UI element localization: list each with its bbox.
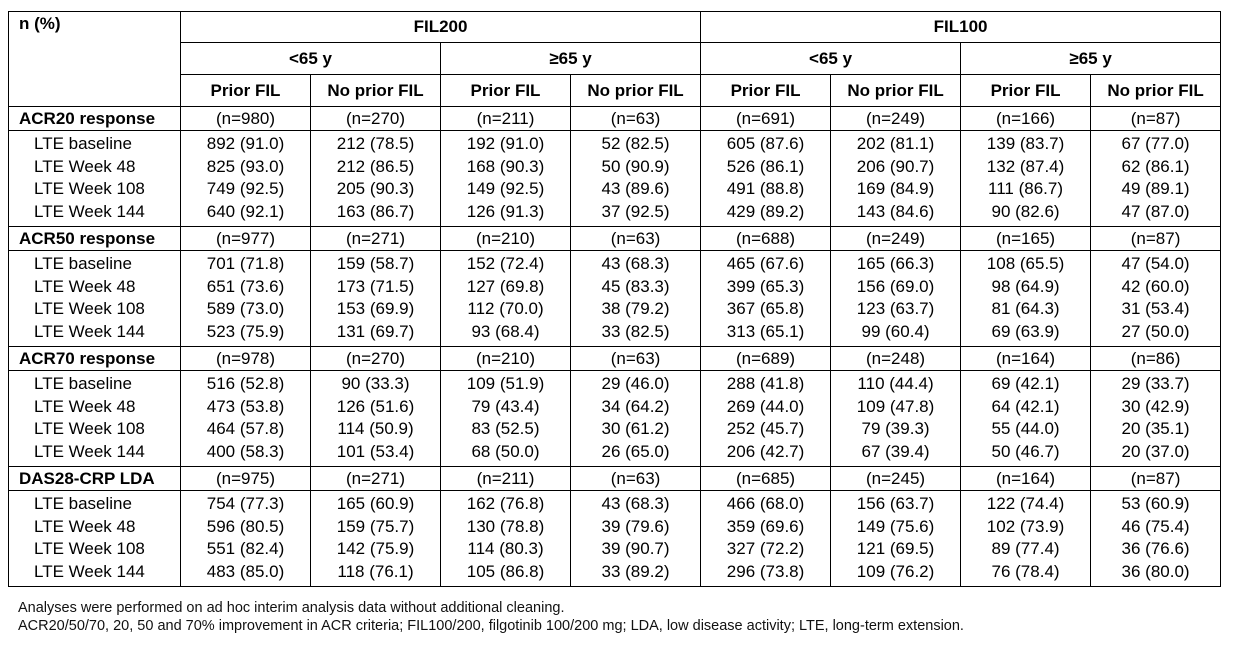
value: 152 (72.4) (466, 254, 545, 273)
value: 169 (84.9) (856, 179, 935, 198)
age-header: <65 y (701, 43, 961, 75)
section-header-row (9, 107, 1221, 131)
section-label: DAS28-CRP LDA (9, 467, 181, 491)
value: 892 (91.0) (206, 134, 285, 153)
n-count-cell: (n=249) (831, 107, 961, 131)
row-labels-cell (9, 251, 181, 347)
value: 50 (90.9) (601, 156, 670, 176)
value: 46 (75.4) (1121, 516, 1190, 536)
values-cell (441, 491, 571, 587)
section-label: ACR70 response (9, 347, 181, 371)
footnote-line: ACR20/50/70, 20, 50 and 70% improvement in ACR criteria; FIL100/200, filgotinib 100/200 mg; LDA, low disease activity; LTE, long-term extension. (18, 618, 964, 634)
value: 20 (35.1) (1121, 419, 1190, 438)
row-label: LTE Week 108 (34, 179, 145, 198)
values-cell (181, 491, 311, 587)
value: 466 (68.0) (726, 494, 805, 513)
value: 68 (50.0) (471, 441, 540, 461)
value: 202 (81.1) (856, 134, 935, 153)
value: 465 (67.6) (726, 254, 805, 273)
value: 296 (73.8) (726, 561, 805, 581)
header-row-groups (9, 12, 1221, 43)
value: 132 (87.4) (986, 156, 1065, 176)
value: 206 (90.7) (856, 156, 935, 176)
value: 206 (42.7) (726, 441, 805, 461)
value: 39 (79.6) (601, 516, 670, 536)
value: 89 (77.4) (991, 539, 1060, 558)
value: 30 (42.9) (1121, 396, 1190, 416)
value: 109 (51.9) (466, 374, 545, 393)
value: 33 (89.2) (601, 561, 670, 581)
values-cell (961, 131, 1091, 227)
footnote-line: Analyses were performed on ad hoc interim analysis data without additional cleaning. (18, 600, 565, 616)
corner-label: n (%) (9, 12, 181, 107)
n-count-cell: (n=164) (961, 347, 1091, 371)
n-count-cell: (n=165) (961, 227, 1091, 251)
values-cell (701, 371, 831, 467)
value: 110 (44.4) (857, 374, 934, 393)
section-header-row (9, 227, 1221, 251)
n-count-cell: (n=685) (701, 467, 831, 491)
value: 36 (80.0) (1121, 561, 1190, 581)
value: 112 (70.0) (467, 299, 544, 318)
value: 29 (33.7) (1121, 374, 1190, 393)
value: 101 (53.4) (336, 441, 415, 461)
subcol-header: Prior FIL (441, 75, 571, 107)
value: 526 (86.1) (726, 156, 805, 176)
value: 30 (61.2) (601, 419, 670, 438)
value: 98 (64.9) (991, 276, 1060, 296)
n-count-cell: (n=980) (181, 107, 311, 131)
n-count-cell: (n=977) (181, 227, 311, 251)
subcol-header: No prior FIL (311, 75, 441, 107)
age-header: ≥65 y (961, 43, 1221, 75)
value: 367 (65.8) (726, 299, 805, 318)
value: 825 (93.0) (206, 156, 285, 176)
row-label: LTE Week 108 (34, 299, 145, 318)
value: 159 (58.7) (336, 254, 415, 273)
n-count-cell: (n=271) (311, 227, 441, 251)
section-data-row (9, 491, 1221, 587)
n-count-cell: (n=63) (571, 347, 701, 371)
value: 252 (45.7) (726, 419, 805, 438)
value: 50 (46.7) (991, 441, 1060, 461)
value: 90 (82.6) (991, 201, 1060, 221)
value: 42 (60.0) (1121, 276, 1190, 296)
values-cell (701, 491, 831, 587)
value: 156 (69.0) (856, 276, 935, 296)
row-label: LTE baseline (34, 134, 132, 153)
value: 327 (72.2) (726, 539, 805, 558)
values-cell (831, 491, 961, 587)
value: 149 (75.6) (856, 516, 935, 536)
n-count-cell: (n=63) (571, 107, 701, 131)
header-row-subcols (9, 75, 1221, 107)
section-header-row (9, 467, 1221, 491)
values-cell (311, 491, 441, 587)
values-cell (1091, 251, 1221, 347)
subcol-header: Prior FIL (701, 75, 831, 107)
values-cell (1091, 131, 1221, 227)
values-cell (961, 251, 1091, 347)
row-labels-cell (9, 371, 181, 467)
value: 105 (86.8) (466, 561, 545, 581)
subcol-header: No prior FIL (831, 75, 961, 107)
value: 102 (73.9) (986, 516, 1065, 536)
section-data-row (9, 131, 1221, 227)
value: 131 (69.7) (336, 321, 415, 341)
value: 20 (37.0) (1121, 441, 1190, 461)
n-count-cell: (n=975) (181, 467, 311, 491)
value: 754 (77.3) (206, 494, 285, 513)
value: 192 (91.0) (466, 134, 545, 153)
value: 79 (43.4) (471, 396, 540, 416)
n-count-cell: (n=210) (441, 347, 571, 371)
value: 111 (86.7) (988, 179, 1064, 198)
value: 168 (90.3) (466, 156, 545, 176)
values-cell (701, 131, 831, 227)
value: 81 (64.3) (991, 299, 1060, 318)
group-header-fil100: FIL100 (701, 12, 1221, 43)
row-label: LTE Week 108 (34, 419, 145, 438)
value: 159 (75.7) (336, 516, 415, 536)
value: 121 (69.5) (856, 539, 935, 558)
row-label: LTE Week 48 (34, 276, 136, 296)
value: 93 (68.4) (471, 321, 540, 341)
values-cell (571, 371, 701, 467)
row-label: LTE baseline (34, 254, 132, 273)
row-label: LTE Week 144 (34, 201, 145, 221)
value: 149 (92.5) (466, 179, 545, 198)
row-label: LTE baseline (34, 494, 132, 513)
value: 605 (87.6) (726, 134, 805, 153)
n-count-cell: (n=249) (831, 227, 961, 251)
row-label: LTE Week 48 (34, 516, 136, 536)
table-body (9, 107, 1221, 587)
value: 43 (68.3) (601, 254, 670, 273)
value: 516 (52.8) (206, 374, 285, 393)
n-count-cell: (n=270) (311, 347, 441, 371)
n-count-cell: (n=87) (1091, 467, 1221, 491)
row-labels-cell (9, 491, 181, 587)
n-count-cell: (n=87) (1091, 107, 1221, 131)
value: 43 (68.3) (601, 494, 670, 513)
row-label: LTE Week 144 (34, 321, 145, 341)
value: 173 (71.5) (336, 276, 415, 296)
value: 701 (71.8) (206, 254, 285, 273)
value: 53 (60.9) (1121, 494, 1190, 513)
value: 123 (63.7) (856, 299, 935, 318)
value: 114 (80.3) (467, 539, 544, 558)
value: 400 (58.3) (206, 441, 285, 461)
value: 523 (75.9) (206, 321, 285, 341)
row-label: LTE Week 144 (34, 441, 145, 461)
value: 165 (60.9) (336, 494, 415, 513)
section-label: ACR20 response (9, 107, 181, 131)
n-count-cell: (n=691) (701, 107, 831, 131)
values-cell (831, 371, 961, 467)
value: 114 (50.9) (337, 419, 414, 438)
value: 62 (86.1) (1121, 156, 1190, 176)
value: 589 (73.0) (206, 299, 285, 318)
n-count-cell: (n=86) (1091, 347, 1221, 371)
value: 37 (92.5) (601, 201, 670, 221)
value: 69 (42.1) (991, 374, 1060, 393)
value: 47 (87.0) (1121, 201, 1190, 221)
results-table (8, 11, 1221, 587)
values-cell (311, 371, 441, 467)
value: 26 (65.0) (601, 441, 670, 461)
value: 749 (92.5) (206, 179, 285, 198)
n-count-cell: (n=87) (1091, 227, 1221, 251)
values-cell (961, 491, 1091, 587)
value: 551 (82.4) (206, 539, 285, 558)
value: 109 (76.2) (856, 561, 935, 581)
n-count-cell: (n=688) (701, 227, 831, 251)
value: 55 (44.0) (991, 419, 1060, 438)
value: 205 (90.3) (336, 179, 415, 198)
value: 165 (66.3) (856, 254, 935, 273)
value: 38 (79.2) (601, 299, 670, 318)
n-count-cell: (n=63) (571, 467, 701, 491)
value: 313 (65.1) (726, 321, 805, 341)
value: 99 (60.4) (861, 321, 930, 341)
value: 43 (89.6) (601, 179, 670, 198)
value: 651 (73.6) (206, 276, 285, 296)
n-count-cell: (n=63) (571, 227, 701, 251)
value: 429 (89.2) (726, 201, 805, 221)
group-header-fil200: FIL200 (181, 12, 701, 43)
row-label: LTE Week 144 (34, 561, 145, 581)
values-cell (441, 131, 571, 227)
values-cell (311, 131, 441, 227)
value: 399 (65.3) (726, 276, 805, 296)
value: 79 (39.3) (861, 419, 930, 438)
n-count-cell: (n=271) (311, 467, 441, 491)
n-count-cell: (n=245) (831, 467, 961, 491)
value: 109 (47.8) (856, 396, 935, 416)
value: 83 (52.5) (471, 419, 540, 438)
value: 491 (88.8) (726, 179, 805, 198)
value: 36 (76.6) (1121, 539, 1190, 558)
value: 156 (63.7) (856, 494, 935, 513)
value: 163 (86.7) (336, 201, 415, 221)
value: 69 (63.9) (991, 321, 1060, 341)
age-header: <65 y (181, 43, 441, 75)
value: 127 (69.8) (466, 276, 545, 296)
value: 45 (83.3) (601, 276, 670, 296)
n-count-cell: (n=978) (181, 347, 311, 371)
row-labels-cell (9, 131, 181, 227)
n-count-cell: (n=689) (701, 347, 831, 371)
values-cell (571, 251, 701, 347)
row-label: LTE Week 108 (34, 539, 145, 558)
value: 90 (33.3) (341, 374, 410, 393)
value: 64 (42.1) (991, 396, 1060, 416)
value: 464 (57.8) (206, 419, 285, 438)
value: 67 (39.4) (861, 441, 930, 461)
value: 122 (74.4) (986, 494, 1065, 513)
n-count-cell: (n=248) (831, 347, 961, 371)
value: 269 (44.0) (726, 396, 805, 416)
value: 67 (77.0) (1121, 134, 1190, 153)
values-cell (441, 251, 571, 347)
value: 142 (75.9) (336, 539, 415, 558)
row-label: LTE Week 48 (34, 156, 136, 176)
values-cell (831, 251, 961, 347)
value: 47 (54.0) (1121, 254, 1190, 273)
value: 52 (82.5) (601, 134, 670, 153)
n-count-cell: (n=211) (441, 467, 571, 491)
age-header: ≥65 y (441, 43, 701, 75)
n-count-cell: (n=270) (311, 107, 441, 131)
section-data-row (9, 371, 1221, 467)
value: 118 (76.1) (337, 561, 414, 581)
values-cell (181, 131, 311, 227)
values-cell (571, 131, 701, 227)
value: 359 (69.6) (726, 516, 805, 536)
values-cell (1091, 371, 1221, 467)
value: 143 (84.6) (856, 201, 935, 221)
values-cell (181, 371, 311, 467)
n-count-cell: (n=166) (961, 107, 1091, 131)
value: 130 (78.8) (466, 516, 545, 536)
values-cell (701, 251, 831, 347)
section-data-row (9, 251, 1221, 347)
footnotes (18, 599, 964, 635)
value: 473 (53.8) (206, 396, 285, 416)
value: 108 (65.5) (986, 254, 1065, 273)
n-count-cell: (n=210) (441, 227, 571, 251)
row-label: LTE baseline (34, 374, 132, 393)
values-cell (1091, 491, 1221, 587)
value: 49 (89.1) (1121, 179, 1190, 198)
value: 29 (46.0) (601, 374, 670, 393)
value: 640 (92.1) (206, 201, 285, 221)
values-cell (311, 251, 441, 347)
value: 153 (69.9) (336, 299, 415, 318)
section-header-row (9, 347, 1221, 371)
value: 212 (86.5) (336, 156, 415, 176)
value: 33 (82.5) (601, 321, 670, 341)
value: 288 (41.8) (726, 374, 805, 393)
value: 126 (51.6) (336, 396, 415, 416)
subcol-header: Prior FIL (961, 75, 1091, 107)
subcol-header: No prior FIL (571, 75, 701, 107)
value: 27 (50.0) (1121, 321, 1190, 341)
value: 76 (78.4) (991, 561, 1060, 581)
n-count-cell: (n=211) (441, 107, 571, 131)
value: 483 (85.0) (206, 561, 285, 581)
subcol-header: No prior FIL (1091, 75, 1221, 107)
values-cell (831, 131, 961, 227)
n-count-cell: (n=164) (961, 467, 1091, 491)
value: 34 (64.2) (601, 396, 670, 416)
value: 596 (80.5) (206, 516, 285, 536)
value: 139 (83.7) (986, 134, 1065, 153)
value: 39 (90.7) (601, 539, 670, 558)
value: 126 (91.3) (466, 201, 545, 221)
section-label: ACR50 response (9, 227, 181, 251)
values-cell (181, 251, 311, 347)
value: 162 (76.8) (466, 494, 545, 513)
row-label: LTE Week 48 (34, 396, 136, 416)
values-cell (961, 371, 1091, 467)
values-cell (441, 371, 571, 467)
values-cell (571, 491, 701, 587)
value: 31 (53.4) (1121, 299, 1190, 318)
value: 212 (78.5) (336, 134, 415, 153)
header-row-ages (9, 43, 1221, 75)
subcol-header: Prior FIL (181, 75, 311, 107)
